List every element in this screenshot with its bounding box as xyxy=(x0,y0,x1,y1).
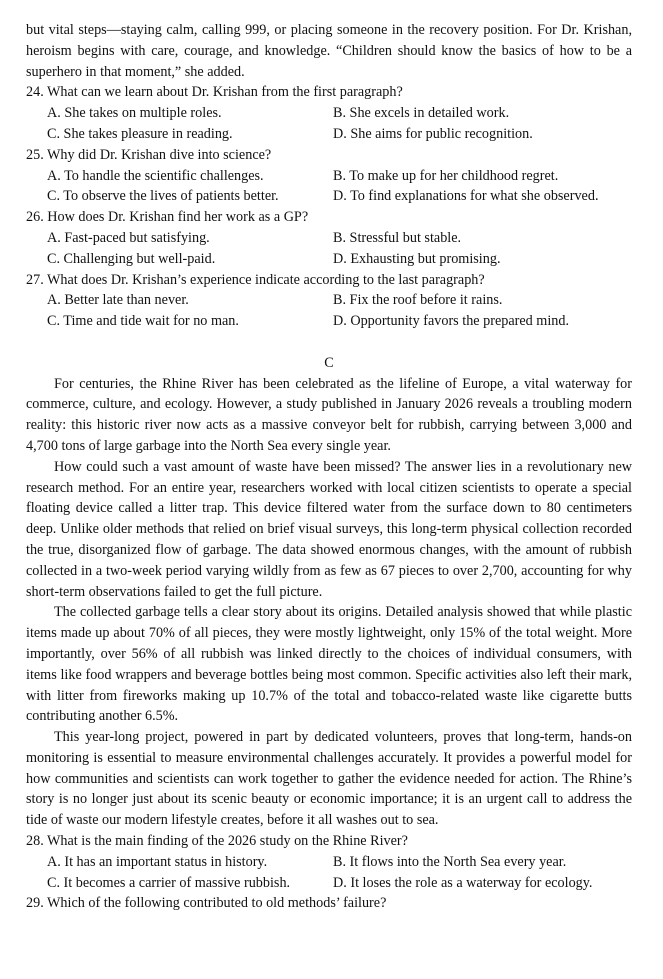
exam-page xyxy=(26,20,632,914)
option-b: B. She excels in detailed work. xyxy=(333,105,510,122)
option-b: B. Fix the roof before it rains. xyxy=(333,292,503,309)
question-stem: 24. What can we learn about Dr. Krishan from the first paragraph? xyxy=(26,84,403,101)
question-27 xyxy=(26,270,632,332)
option-d: D. Exhausting but promising. xyxy=(333,250,501,267)
question-28 xyxy=(26,831,632,893)
passage-c-paragraph-3: The collected garbage tells a clear story about its origins. Detailed analysis showed that while plastic items made up about 70% of all pieces, they were mostly lightweight, only 15% of the total weight. More importantly, over 56% of all rubbish was linked directly to the choices of individual consumers, with items like food wrappers and beverage bottles being most common. Specific activities also left their mark, with litter from fireworks making up 10.7% of the total and tobacco-related waste like cigarette butts contributing another 6.5%. xyxy=(26,604,632,725)
question-24 xyxy=(26,82,632,144)
option-a: A. She takes on multiple roles. xyxy=(47,105,222,122)
option-row xyxy=(26,228,632,249)
passage-c-paragraph-4: This year-long project, powered in part by dedicated volunteers, proves that long-term, hands-on monitoring is essential to measure environmental challenges accurately. It provides a powerful model for how communities and scientists can work together to gather the evidence needed for action. The Rhine’s story is no longer just about its scenic beauty or economic importance; it is an urgent call to address the tide of waste our modern lifestyle creates, before it all washes out to sea. xyxy=(26,729,632,829)
option-c: C. It becomes a carrier of massive rubbish. xyxy=(47,874,291,891)
option-b: B. To make up for her childhood regret. xyxy=(333,167,559,184)
option-a: A. Better late than never. xyxy=(47,292,189,309)
option-a: A. To handle the scientific challenges. xyxy=(47,167,264,184)
option-row xyxy=(26,124,632,145)
question-stem: 28. What is the main finding of the 2026 study on the Rhine River? xyxy=(26,833,408,850)
option-c: C. Time and tide wait for no man. xyxy=(47,313,239,330)
option-d: D. She aims for public recognition. xyxy=(333,125,533,142)
option-row xyxy=(26,852,632,873)
option-row xyxy=(26,311,632,332)
option-a: A. It has an important status in history. xyxy=(47,853,268,870)
question-stem: 29. Which of the following contributed to old methods’ failure? xyxy=(26,895,387,912)
question-25 xyxy=(26,145,632,207)
question-29 xyxy=(26,893,632,914)
option-row xyxy=(26,103,632,124)
passage-c-paragraph-2: How could such a vast amount of waste have been missed? The answer lies in a revolutionary new research method. For an entire year, researchers worked with local citizen scientists to operate a special floating device called a litter trap. This device filtered water from the surface down to 80 centimeters deep. Unlike older methods that relied on brief visual surveys, this long-term physical collection recorded the true, disorganized flow of garbage. The data showed enormous changes, with the amount of rubbish collected in a two-week period varying wildly from as few as 67 pieces to over 2,700, accounting for why short-term observations failed to get the full picture. xyxy=(26,458,632,600)
option-row xyxy=(26,249,632,270)
option-d: D. It loses the role as a waterway for ecology. xyxy=(333,874,593,891)
option-d: D. To find explanations for what she observed. xyxy=(333,188,599,205)
option-b: B. Stressful but stable. xyxy=(333,229,462,246)
passage-b-tail: but vital steps—staying calm, calling 999, or placing someone in the recovery position. For Dr. Krishan, heroism begins with care, courage, and knowledge. “Children should know the basics of how to be a superhero in that moment,” she added. xyxy=(26,22,632,80)
option-row xyxy=(26,166,632,187)
option-row xyxy=(26,873,632,894)
question-stem: 27. What does Dr. Krishan’s experience indicate according to the last paragraph? xyxy=(26,271,485,288)
option-b: B. It flows into the North Sea every year. xyxy=(333,853,567,870)
question-stem: 26. How does Dr. Krishan find her work as a GP? xyxy=(26,209,309,226)
option-a: A. Fast-paced but satisfying. xyxy=(47,229,210,246)
passage-c-paragraph-1: For centuries, the Rhine River has been celebrated as the lifeline of Europe, a vital waterway for commerce, culture, and ecology. However, a study published in January 2026 reveals a troubling modern reality: this historic river now acts as a massive conveyor belt for rubbish, carrying between 3,000 and 4,700 tons of large garbage into the North Sea every single year. xyxy=(26,375,632,454)
option-c: C. She takes pleasure in reading. xyxy=(47,125,233,142)
option-row xyxy=(26,186,632,207)
option-c: C. To observe the lives of patients better. xyxy=(47,188,279,205)
option-d: D. Opportunity favors the prepared mind. xyxy=(333,313,570,330)
question-stem: 25. Why did Dr. Krishan dive into science? xyxy=(26,146,272,163)
question-26 xyxy=(26,207,632,269)
option-row xyxy=(26,290,632,311)
section-label-c: C xyxy=(324,354,334,371)
option-c: C. Challenging but well-paid. xyxy=(47,250,216,267)
